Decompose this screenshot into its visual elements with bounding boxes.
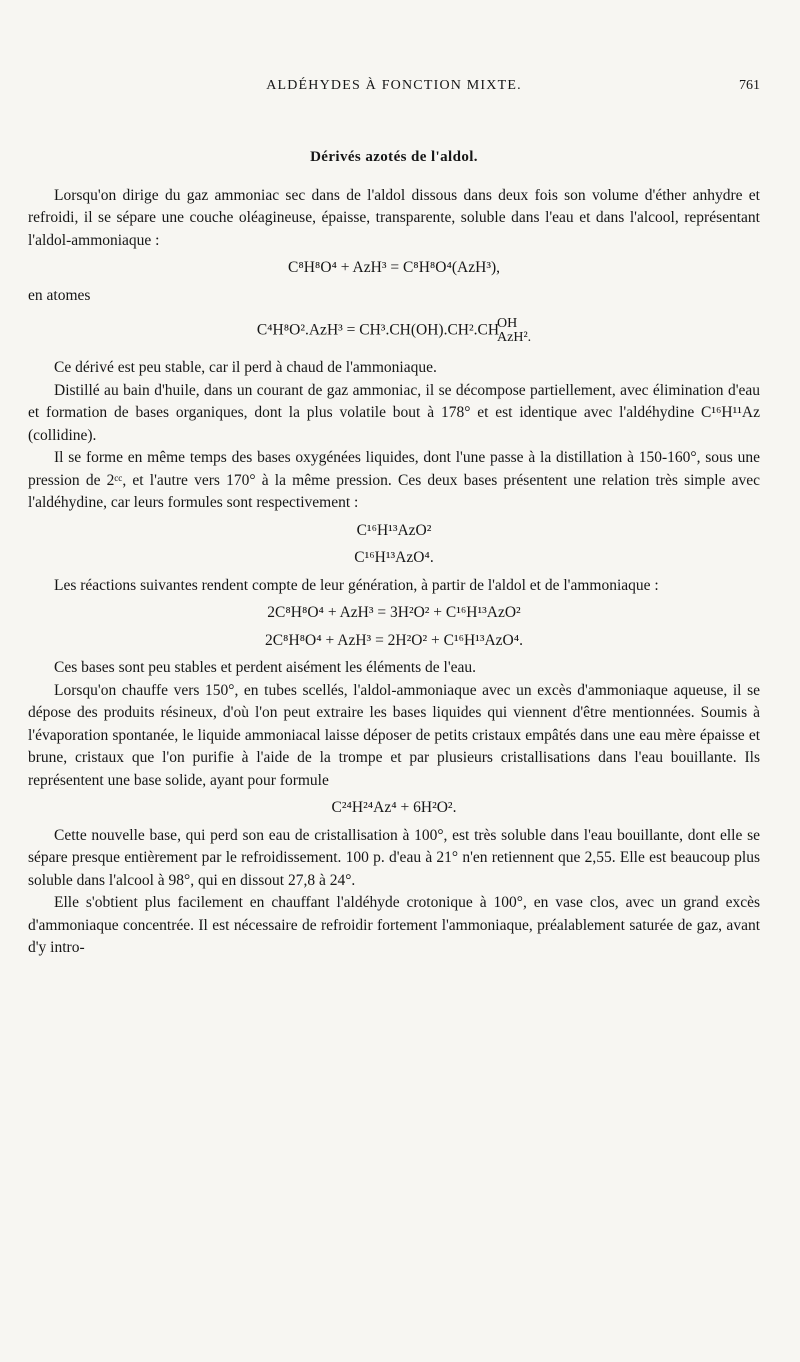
formula-2-bottom: AzH². bbox=[497, 330, 532, 345]
section-heading: Dérivés azotés de l'aldol. bbox=[310, 149, 478, 165]
paragraph-5: Les réactions suivantes rendent compte de leur génération, à partir de l'aldol et de l'ammoniaque : bbox=[54, 576, 659, 594]
paragraph-2: Ce dérivé est peu stable, car il perd à chaud de l'ammoniaque. bbox=[54, 359, 437, 376]
formula-6: 2C⁸H⁸O⁴ + AzH³ = 2H²O² + C¹⁶H¹³AzO⁴. bbox=[264, 631, 524, 649]
paragraph-6: Ces bases sont peu stables et perdent aisément les éléments de l'eau. bbox=[54, 659, 477, 676]
formula-2 bbox=[28, 317, 760, 345]
formula-2-main: C⁴H⁸O².AzH³ = CH³.CH(OH).CH².CH bbox=[256, 321, 500, 339]
paragraph-1: Lorsqu'on dirige du gaz ammoniac sec dans de l'aldol dissous dans deux fois son volume d'éther anhydre et refroidi, il se sépare une couche oléagineuse, épaisse, transparente, soluble dans l'eau et dans l'alcool, représentant l'aldol-ammoniaque : bbox=[28, 186, 760, 249]
paragraph-7: Lorsqu'on chauffe vers 150°, en tubes scellés, l'aldol-ammoniaque avec un excès d'ammoniaque aqueuse, il se dépose des produits résineux, d'où l'on peut extraire les bases liquides qui viennent d'être mentionnées. Soumis à l'évaporation spontanée, le liquide ammoniacal laisse déposer de petits cristaux empâtés dans une eau mère épaisse et brune, cristaux que l'on purifie à l'aide de la trompe et par plusieurs cristallisations dans l'eau bouillante. Ils représentent une base solide, ayant pour formule bbox=[28, 681, 760, 789]
paragraph-9: Elle s'obtient plus facilement en chauffant l'aldéhyde crotonique à 100°, en vase clos, avec un grand excès d'ammoniaque concentrée. Il est nécessaire de refroidir fortement l'ammoniaque, préalablement saturée de gaz, avant d'y intro- bbox=[28, 894, 760, 956]
formula-2-top: OH bbox=[497, 316, 518, 331]
paragraph-4: Il se forme en même temps des bases oxygénées liquides, dont l'une passe à la distillation à 150-160°, sous une pression de 2ᶜᶜ, et l'autre vers 170° à la même pression. Ces deux bases présentent une relation très simple avec l'aldéhydine, car leurs formules sont respectivement : bbox=[28, 449, 760, 511]
running-title: ALDÉHYDES À FONCTION MIXTE. bbox=[266, 78, 522, 93]
paragraph-8: Cette nouvelle base, qui perd son eau de cristallisation à 100°, est très soluble dans l'eau bouillante, dont elle se sépare presque entièrement par le refroidissement. 100 p. d'eau à 21° n'en retiennent que 2,55. Elle est beaucoup plus soluble dans l'alcool à 98°, qui en dissout 27,8 à 24°. bbox=[28, 826, 760, 889]
formula-3: C¹⁶H¹³AzO² bbox=[356, 521, 432, 539]
page-body bbox=[28, 124, 760, 960]
paragraph-3: Distillé au bain d'huile, dans un courant de gaz ammoniac, il se décompose partiellement, avec élimination d'eau et formation de bases organiques, dont la plus volatile bout à 178° et est identique avec l'aldéhydine C¹⁶H¹¹Az (collidine). bbox=[28, 381, 760, 444]
formula-1: C⁸H⁸O⁴ + AzH³ = C⁸H⁸O⁴(AzH³), bbox=[287, 259, 501, 276]
page-number: 761 bbox=[739, 78, 760, 93]
formula-5: 2C⁸H⁸O⁴ + AzH³ = 3H²O² + C¹⁶H¹³AzO² bbox=[267, 604, 521, 621]
formula-7: C²⁴H²⁴Az⁴ + 6H²O². bbox=[331, 799, 457, 816]
running-header bbox=[28, 78, 760, 98]
formula-2-branch bbox=[497, 317, 531, 345]
formula-4: C¹⁶H¹³AzO⁴. bbox=[354, 549, 434, 566]
en-atomes-label: en atomes bbox=[28, 286, 91, 304]
